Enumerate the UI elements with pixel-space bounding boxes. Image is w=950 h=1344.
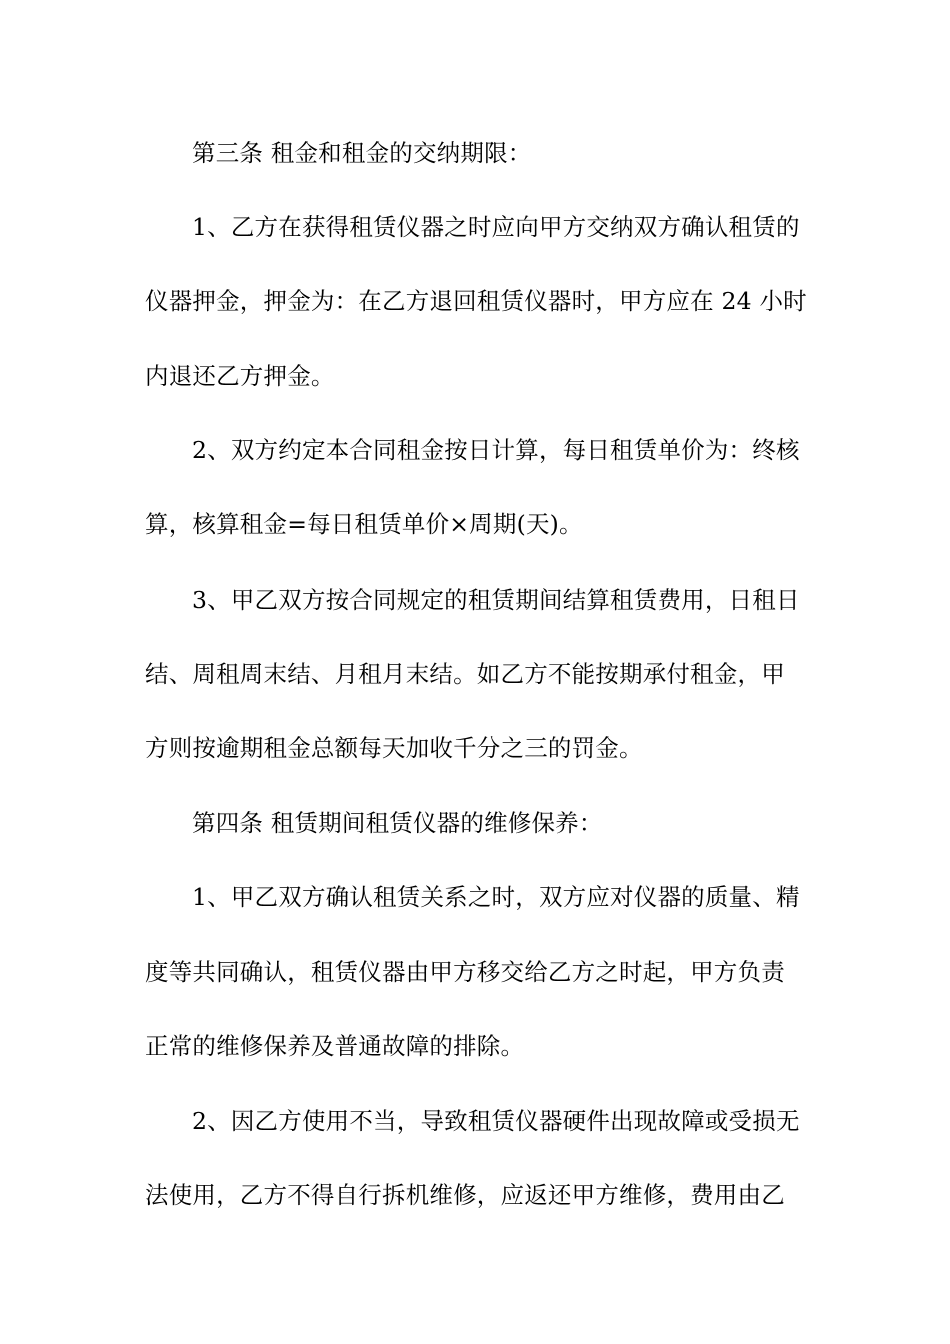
paragraph-line: 2、双方约定本合同租金按日计算，每日租赁单价为：终核 <box>192 436 800 464</box>
paragraph-line: 方则按逾期租金总额每天加收千分之三的罚金。 <box>145 734 643 762</box>
paragraph-line: 3、甲乙双方按合同规定的租赁期间结算租赁费用，日租日 <box>192 586 800 614</box>
paragraph-line: 内退还乙方押金。 <box>145 362 335 390</box>
paragraph-line: 2、因乙方使用不当，导致租赁仪器硬件出现故障或受损无 <box>192 1107 800 1135</box>
paragraph-line: 度等共同确认，租赁仪器由甲方移交给乙方之时起，甲方负责 <box>145 958 785 986</box>
paragraph-line: 结、周租周末结、月租月末结。如乙方不能按期承付租金，甲 <box>145 660 785 688</box>
paragraph-line: 1、甲乙双方确认租赁关系之时，双方应对仪器的质量、精 <box>192 883 800 911</box>
paragraph-line: 算，核算租金=每日租赁单价×周期(天)。 <box>145 510 583 538</box>
paragraph-line: 法使用，乙方不得自行拆机维修，应返还甲方维修，费用由乙 <box>145 1181 785 1209</box>
paragraph-line: 1、乙方在获得租赁仪器之时应向甲方交纳双方确认租赁的 <box>192 213 800 241</box>
paragraph-line: 正常的维修保养及普通故障的排除。 <box>145 1032 525 1060</box>
paragraph-line: 仪器押金，押金为：在乙方退回租赁仪器时，甲方应在 24 小时 <box>145 287 807 315</box>
section-heading-article-4: 第四条 租赁期间租赁仪器的维修保养： <box>192 809 603 837</box>
section-heading-article-3: 第三条 租金和租金的交纳期限： <box>192 139 532 167</box>
